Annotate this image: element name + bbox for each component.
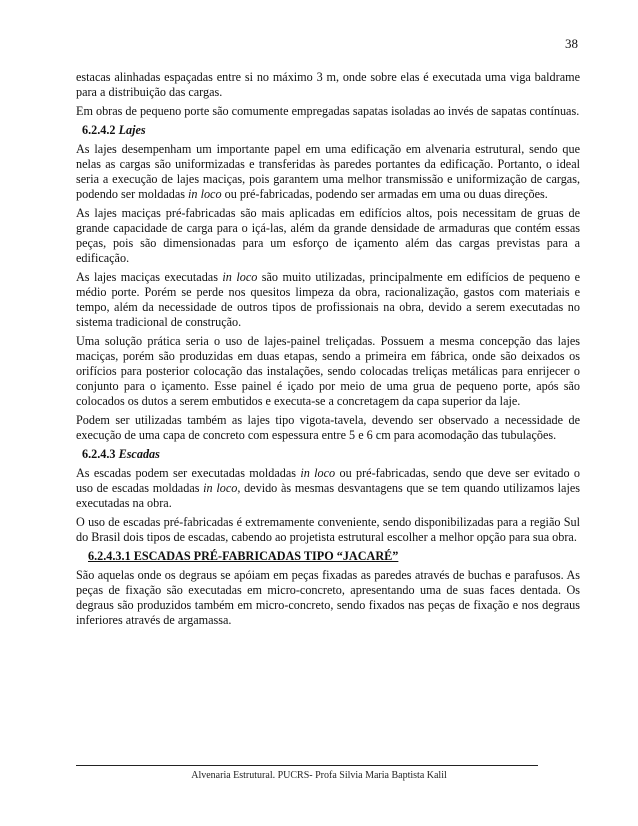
heading-lajes (82, 123, 580, 138)
paragraph-escadas-intro (76, 466, 580, 511)
heading-escadas (82, 447, 580, 462)
text-run: As lajes desempenham um importante papel em uma edificação em alvenaria estrutural, sendo que nelas as cargas são uniformizadas e transferidas às paredes portantes da edificação. Portanto, o ideal seria a execução de lajes maciças, pois garantem uma melhor transmissão e uniformização de cargas, podendo ser moldadas (76, 142, 580, 201)
paragraph-lajes-vigota: Podem ser utilizadas também as lajes tipo vigota-tavela, devendo ser observado a necessidade de execução de uma capa de concreto com espessura entre 5 e 6 cm para acomodação das tubulações. (76, 413, 580, 442)
heading-escadas-jacare: 6.2.4.3.1 ESCADAS PRÉ-FABRICADAS TIPO “JACARÉ” (88, 549, 399, 563)
paragraph-lajes-intro (76, 142, 580, 202)
heading-escadas-title: Escadas (118, 447, 160, 461)
paragraph-jacare: São aquelas onde os degraus se apóiam em peças fixadas as paredes através de buchas e parafusos. As peças de fixação são executadas em micro-concreto, apresentando uma de suas faces dentada. Os degraus são produzidos também em micro-concreto, sendo fixados nas peças de fixação e nos degraus inferiores através de argamassa. (76, 568, 580, 627)
paragraph-lajes-prefabricadas: As lajes maciças pré-fabricadas são mais aplicadas em edifícios altos, pois necessitam de gruas de grande capacidade de carga para o içá-las, além da grande densidade de armaduras que contém essas peças, pois são dimensionadas para um esforço de içamento além das cargas previstas para a edificação. (76, 206, 580, 265)
italic-term: in loco (203, 481, 238, 495)
page-footer: Alvenaria Estrutural. PUCRS- Profa Silvia Maria Baptista Kalil (191, 770, 447, 781)
paragraph-escadas-prefabricadas: O uso de escadas pré-fabricadas é extremamente conveniente, sendo disponibilizadas para a região Sul do Brasil dois tipos de escadas, cabendo ao projetista estrutural escolher a melhor opção para sua obra. (76, 515, 580, 544)
document-body (76, 70, 580, 632)
text-run: , devido às mesmas desvantagens que se tem quando utilizamos lajes executadas na obra. (76, 481, 580, 510)
paragraph-estacas: estacas alinhadas espaçadas entre si no máximo 3 m, onde sobre elas é executada uma viga baldrame para a distribuição das cargas. (76, 70, 580, 99)
heading-lajes-title: Lajes (118, 123, 146, 137)
text-run: ou pré-fabricadas, sendo que deve ser evitado o uso de escadas moldadas (76, 466, 581, 495)
heading-escadas-number: 6.2.4.3 (82, 447, 116, 461)
italic-term: in loco (300, 466, 336, 480)
text-run: As escadas podem ser executadas moldadas (76, 466, 301, 480)
page-number: 38 (565, 36, 578, 51)
paragraph-sapatas: Em obras de pequeno porte são comumente empregadas sapatas isoladas ao invés de sapatas contínuas. (76, 104, 580, 118)
footer-divider (76, 765, 538, 766)
heading-lajes-number: 6.2.4.2 (82, 123, 116, 137)
italic-term: in loco (188, 187, 222, 201)
italic-term: in loco (222, 270, 258, 284)
text-run: ou pré-fabricadas, podendo ser armadas em uma ou duas direções. (221, 187, 548, 201)
paragraph-lajes-painel: Uma solução prática seria o uso de lajes-painel treliçadas. Possuem a mesma concepção das lajes maciças, porém são produzidas em duas etapas, sendo a primeira em fábrica, onde são deixados os orifícios para posterior colocação das instalações, sendo colocadas treliças metálicas para enrijecer o conjunto para o içamento. Esse painel é içado por meio de uma grua de pequeno porte, após são colocados os dutos a serem embutidos e executa-se a concretagem da capa superior da laje. (76, 334, 580, 408)
paragraph-lajes-in-loco (76, 270, 580, 330)
text-run: As lajes maciças executadas (76, 270, 223, 284)
text-run: são muito utilizadas, principalmente em edifícios de pequeno e médio porte. Porém se perde nos quesitos limpeza da obra, racionalização, gastos com materiais e tempo, além da necessidade de outros tipos de profissionais na obra, devido a serem executadas no sistema tradicional de construção. (76, 270, 580, 329)
